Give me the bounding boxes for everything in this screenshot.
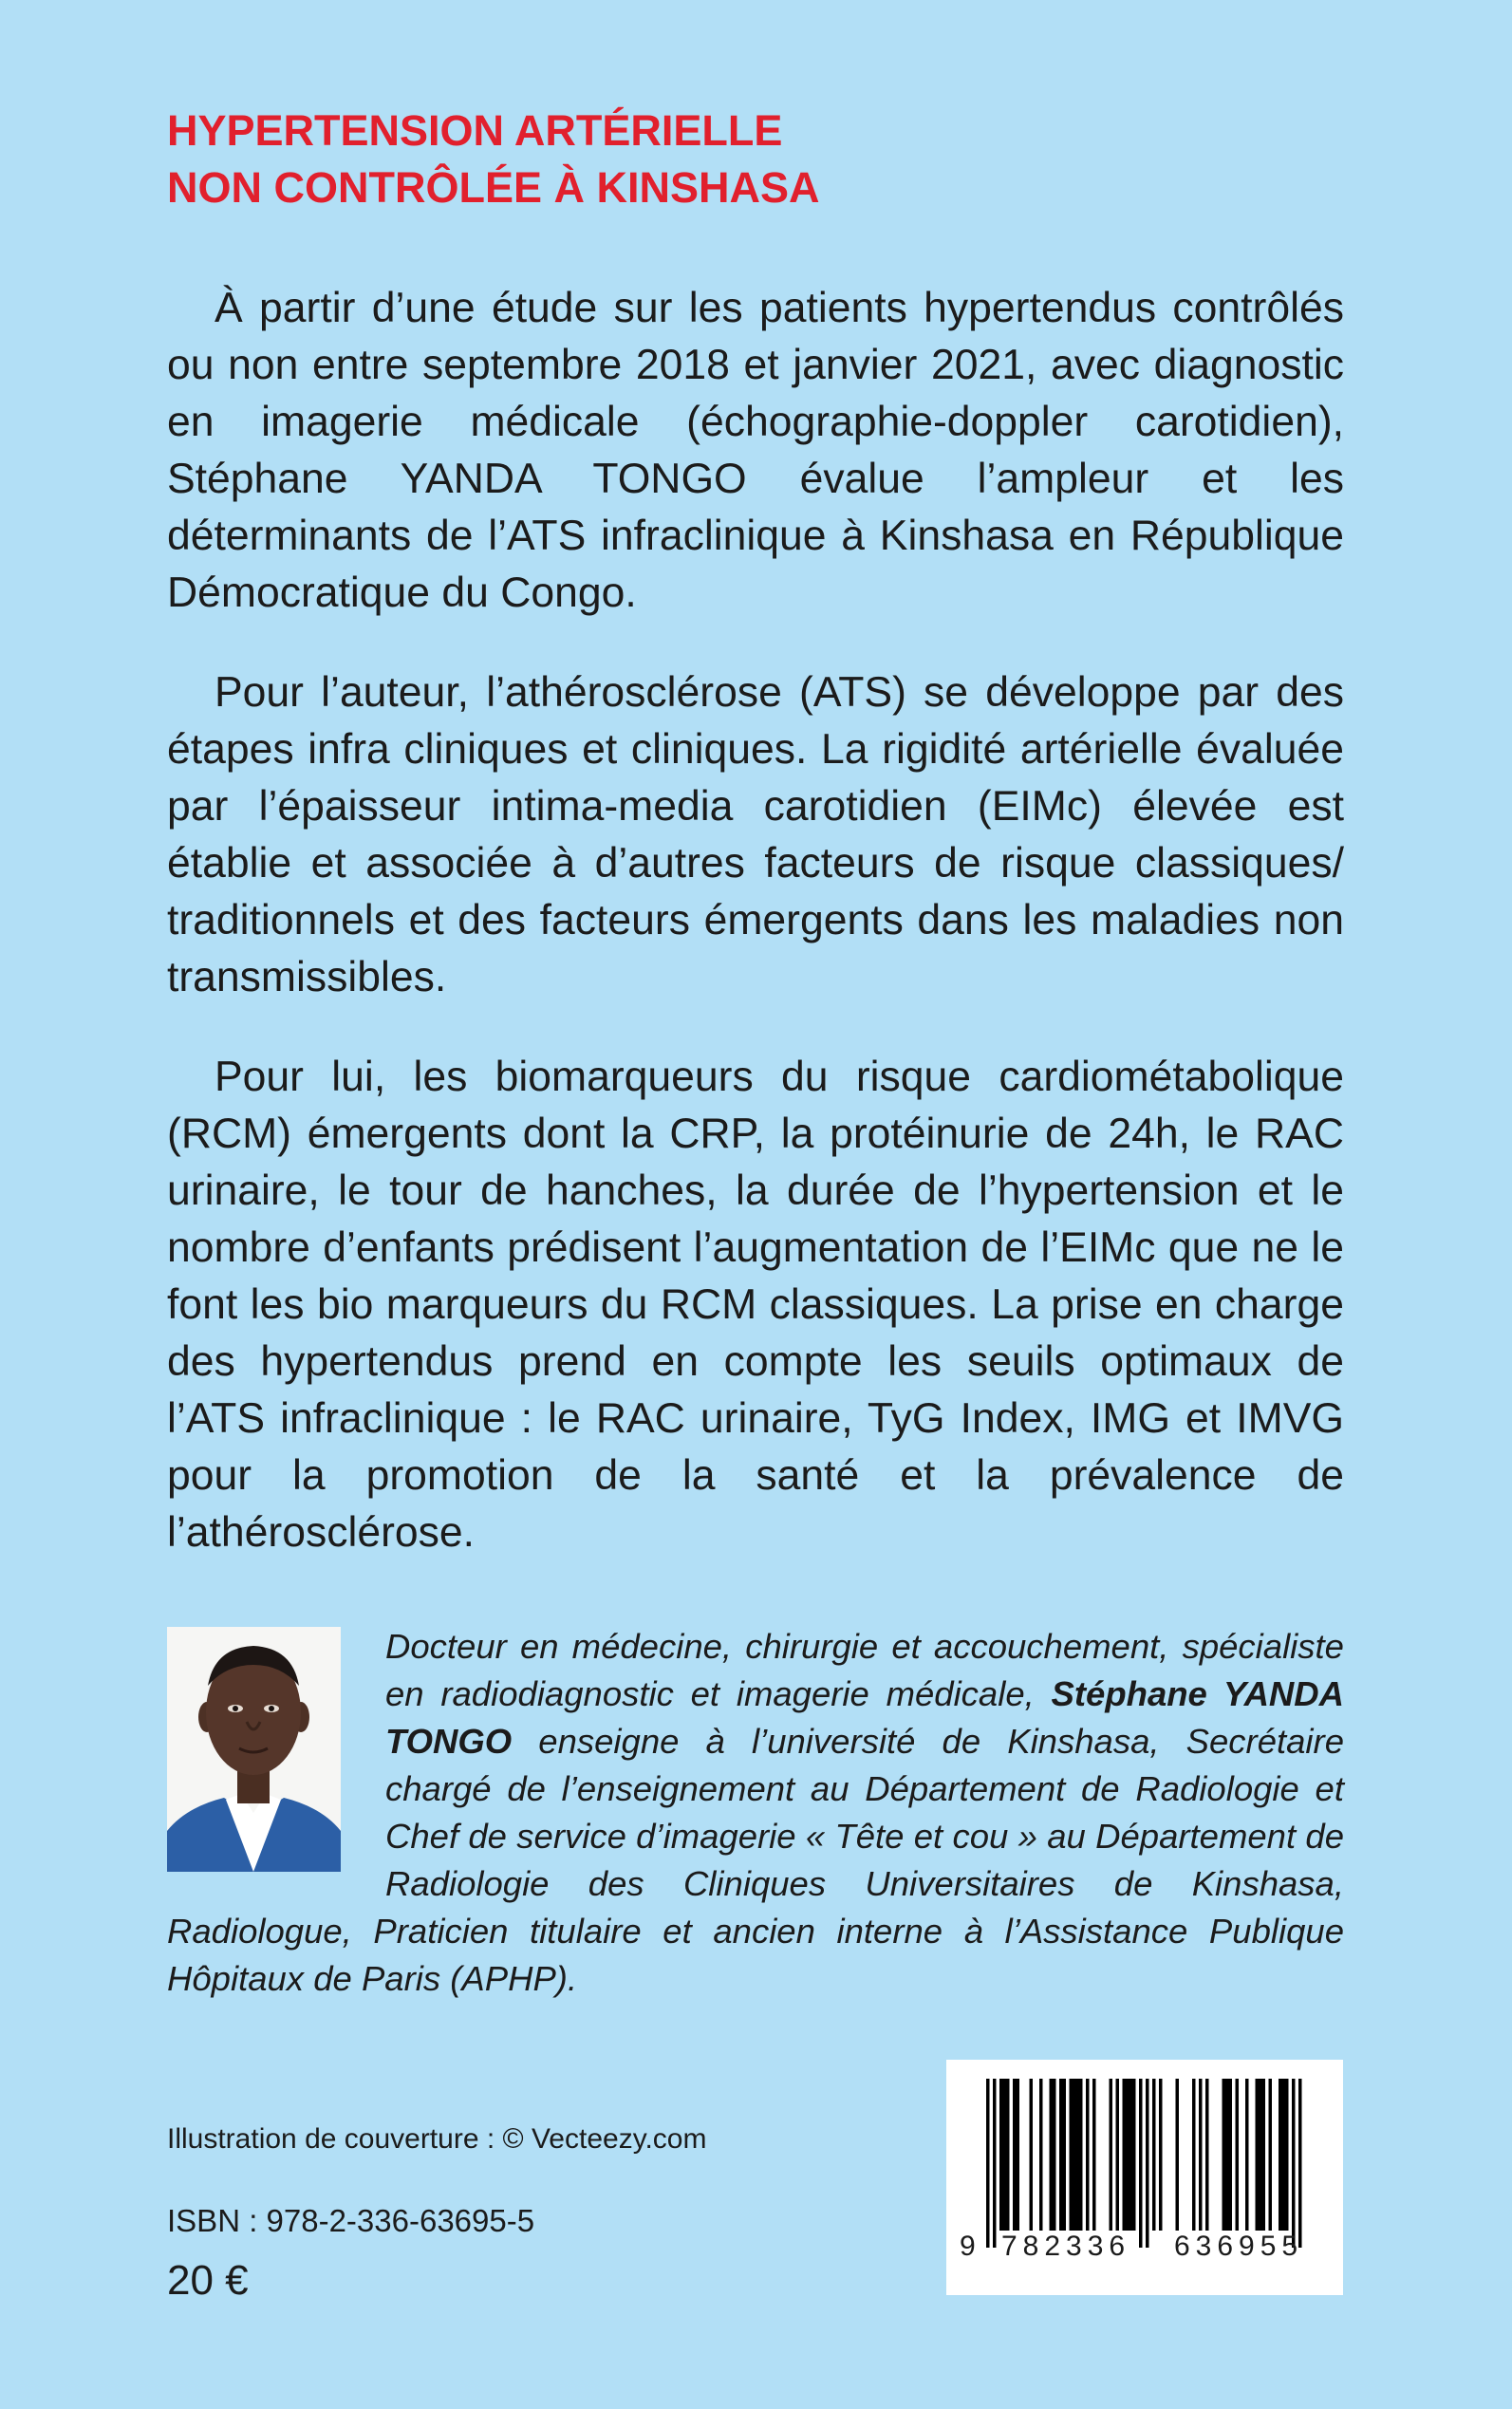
barcode-bar: [986, 2079, 990, 2248]
barcode-bar: [1003, 2079, 1007, 2231]
barcode-bar: [1006, 2079, 1010, 2231]
barcode-bar: [1176, 2079, 1180, 2231]
barcode-bar: [1053, 2079, 1056, 2231]
isbn: ISBN : 978-2-336-63695-5: [167, 2203, 535, 2238]
barcode-bar: [1229, 2079, 1233, 2231]
barcode-bar: [1292, 2079, 1296, 2248]
barcode-digits: [946, 2231, 1343, 2269]
barcode-bar: [1132, 2079, 1136, 2231]
barcode-bar: [1086, 2079, 1090, 2231]
author-bio-details: enseigne à l’université de Kinshasa, Secrétaire chargé de l’enseignement au Département de Radiologie et Chef de service d’imagerie « Tête et cou » au Département de Radiologie des Cliniques Universitaires de Kinshasa, Radiologue, Praticien titulaire et ancien interne à l’Assistance Publique Hôpitaux de Paris (APHP).: [167, 1722, 1344, 1998]
barcode-bar: [1245, 2079, 1249, 2231]
title-line-1: HYPERTENSION ARTÉRIELLE: [167, 106, 783, 155]
barcode-bar: [1030, 2079, 1034, 2231]
barcode-bar: [1152, 2079, 1156, 2231]
barcode-bar: [1079, 2079, 1083, 2231]
barcode-bar: [1279, 2079, 1282, 2231]
barcode-bar: [1262, 2079, 1266, 2231]
barcode-right-group: 636955: [1174, 2231, 1304, 2262]
barcode-bar: [1269, 2079, 1273, 2231]
barcode-bar: [1256, 2079, 1260, 2231]
barcode-bar: [1285, 2079, 1289, 2231]
price: 20 €: [167, 2257, 249, 2304]
author-bio: [167, 1623, 1344, 2003]
barcode-bar: [1139, 2079, 1143, 2248]
barcode-bar: [1223, 2079, 1226, 2231]
barcode-first-digit: 9: [960, 2231, 976, 2262]
summary-text: [167, 280, 1344, 1604]
barcode-bar: [1225, 2079, 1229, 2231]
title-line-2: NON CONTRÔLÉE À KINSHASA: [167, 163, 820, 212]
barcode-bar: [1123, 2079, 1127, 2231]
barcode-bar: [1076, 2079, 1080, 2231]
summary-paragraph-3: Pour lui, les biomarqueurs du risque cardiométabolique (RCM) émergents dont la CRP, la protéinurie de 24h, le RAC urinaire, le tour de hanches, la durée de l’hypertension et le nombre d’enfants prédisent l’augmentation de l’EIMc que ne le font les bio marqueurs du RCM classiques. La prise en charge des hypertendus prend en compte les seuils optimaux de l’ATS infraclinique : le RAC urinaire, TyG Index, IMG et IMVG pour la promotion de la santé et la prévalence de l’athérosclérose.: [167, 1054, 1344, 1556]
barcode-bar: [1146, 2079, 1149, 2248]
barcode-bar: [1110, 2079, 1113, 2231]
barcode-bar: [1050, 2079, 1054, 2231]
barcode-bar: [1059, 2079, 1063, 2231]
barcode-bar: [1013, 2079, 1017, 2231]
book-title: [167, 103, 1353, 216]
barcode-bar: [1039, 2079, 1043, 2231]
barcode: [946, 2060, 1343, 2295]
barcode-bar: [1259, 2079, 1262, 2231]
barcode-bar: [1017, 2079, 1020, 2231]
barcode-bar: [1199, 2079, 1203, 2231]
barcode-bar: [1159, 2079, 1163, 2231]
barcode-bar: [1192, 2079, 1196, 2231]
barcode-bar: [1116, 2079, 1120, 2231]
author-name: Stéphane YANDA TONGO: [385, 1674, 1345, 1761]
cover-illustration-credit: Illustration de couverture : © Vecteezy.com: [167, 2123, 707, 2155]
barcode-bar: [1092, 2079, 1096, 2231]
summary-paragraph-2: Pour l’auteur, l’athérosclérose (ATS) se développe par des étapes infra cliniques et cliniques. La rigidité artérielle évaluée par l’épaisseur intima-media carotidien (EIMc) élevée est établie et associée à d’autres facteurs de risque classiques/ traditionnels et des facteurs émergents dans les maladies non transmissibles.: [167, 669, 1344, 1000]
barcode-bar: [1236, 2079, 1240, 2231]
barcode-bar: [1205, 2079, 1209, 2231]
barcode-bar: [1298, 2079, 1302, 2248]
barcode-left-group: 782336: [1001, 2231, 1131, 2262]
barcode-bar: [1063, 2079, 1067, 2231]
author-bio-intro: Docteur en médecine, chirurgie et accouchement, spécialiste en radiodiagnostic et imagerie médicale,: [385, 1627, 1344, 1713]
barcode-bar: [1073, 2079, 1076, 2231]
barcode-bar: [993, 2079, 997, 2248]
barcode-bar: [1070, 2079, 1073, 2231]
summary-paragraph-1: À partir d’une étude sur les patients hypertendus contrôlés ou non entre septembre 2018 et janvier 2021, avec diagnostic en imagerie médicale (échographie-doppler carotidien), Stéphane YANDA TONGO évalue l’ampleur et les déterminants de l’ATS infraclinique à Kinshasa en République Démocratique du Congo.: [167, 285, 1344, 616]
barcode-bar: [1282, 2079, 1286, 2231]
barcode-bar: [1129, 2079, 1133, 2231]
barcode-bar: [999, 2079, 1003, 2231]
author-photo: [167, 1627, 341, 1872]
barcode-bar: [1126, 2079, 1129, 2231]
author-section: [167, 1623, 1344, 2003]
